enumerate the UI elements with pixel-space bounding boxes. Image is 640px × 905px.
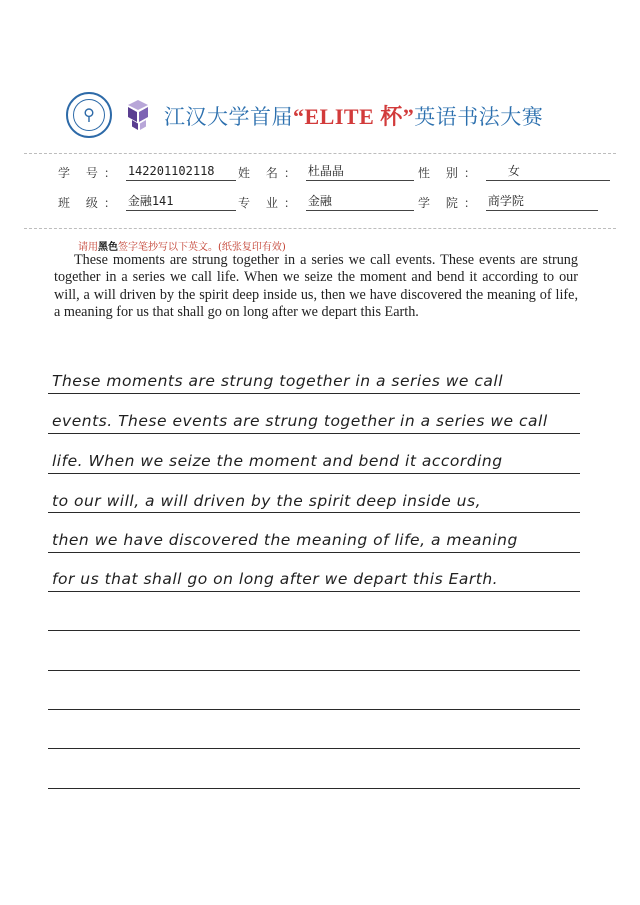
name-field: 姓 名： 杜晶晶 [238, 162, 414, 181]
contest-cube-logo [124, 98, 152, 132]
ruled-line [48, 630, 580, 631]
student-id-field: 学 号： 142201102118 [58, 162, 236, 181]
instruction-text: 请用黑色签字笔抄写以下英文。(纸张复印有效) [78, 242, 286, 253]
ruled-line [48, 512, 580, 513]
source-passage: These moments are strung together in a series we call events. These events are strung together in a series we call life. When we seize the moment and bend it according to our will, a will driven by the spirit deep inside us, then we have discovered the meaning of life, a meaning for us that shall go on long after we depart this Earth. [54, 252, 578, 321]
page-title: 江汉大学首届“ELITE 杯”英语书法大赛 [164, 103, 544, 129]
ruled-line [48, 709, 580, 710]
gender-field: 性 别： 女 [418, 162, 610, 181]
major-field: 专 业： 金融 [238, 192, 414, 211]
header [66, 92, 543, 138]
major-value: 金融 [306, 192, 414, 211]
ruled-line [48, 433, 580, 434]
handwritten-line: for us that shall go on long after we depart this Earth. [52, 570, 499, 588]
university-seal-logo [66, 92, 112, 138]
name-value: 杜晶晶 [306, 162, 414, 181]
school-field: 学 院： 商学院 [418, 192, 598, 211]
seal-emblem-icon: ⚲ [83, 105, 95, 124]
handwritten-line: then we have discovered the meaning of life, a meaning [52, 531, 518, 549]
ruled-line [48, 473, 580, 474]
ruled-line [48, 393, 580, 394]
divider-bottom [24, 228, 616, 229]
ruled-line [48, 788, 580, 789]
class-field: 班 级： 金融141 [58, 192, 236, 211]
elite-cup-label: ELITE 杯 [304, 103, 403, 129]
ruled-line [48, 591, 580, 592]
handwritten-line: events. These events are strung together in a series we call [52, 412, 548, 430]
gender-value: 女 [486, 162, 610, 181]
handwritten-line: to our will, a will driven by the spirit deep inside us, [52, 492, 481, 510]
class-value: 金融141 [126, 192, 236, 211]
ruled-line [48, 552, 580, 553]
school-value: 商学院 [486, 192, 598, 211]
handwritten-line: life. When we seize the moment and bend it according [52, 452, 503, 470]
handwritten-line: These moments are strung together in a series we call [52, 372, 504, 390]
ruled-line [48, 748, 580, 749]
divider-top [24, 153, 616, 154]
ruled-line [48, 670, 580, 671]
student-id-value: 142201102118 [126, 162, 236, 181]
